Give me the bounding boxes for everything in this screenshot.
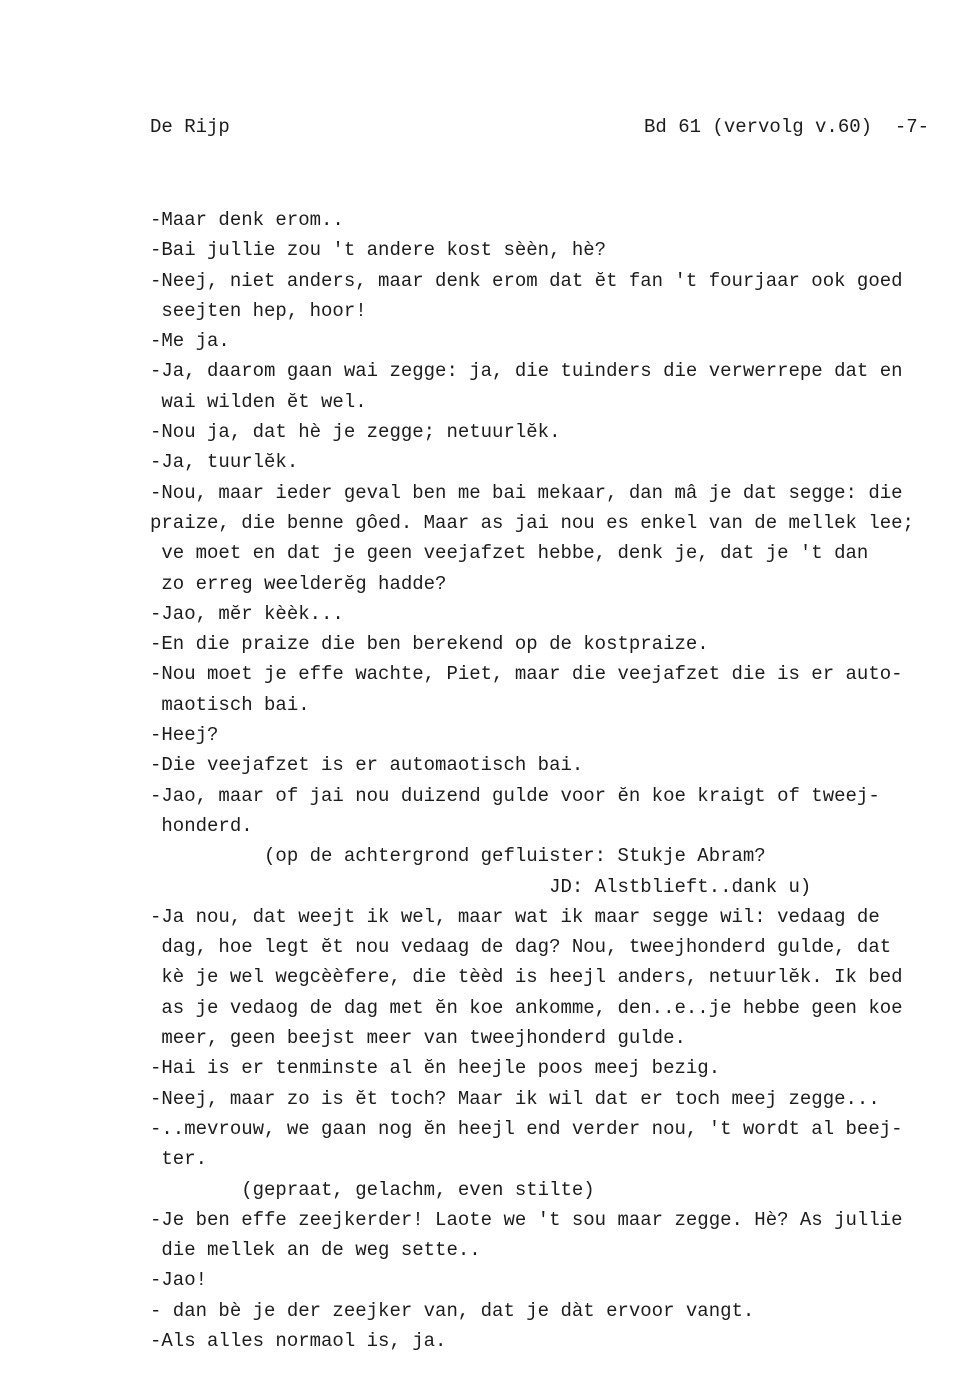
transcript-line: zo erreg weelderĕg hadde?: [150, 572, 447, 595]
transcript-line: -Nou, maar ieder geval ben me bai mekaar, dan mâ je dat segge: die: [150, 481, 903, 504]
transcript-body: [150, 205, 973, 1356]
transcript-line: as je vedaog de dag met ĕn koe ankomme, den..e..je hebbe geen koe: [150, 996, 903, 1019]
transcript-line: kè je wel wegcèèfere, die tèèd is heejl anders, netuurlĕk. Ik bed: [150, 966, 903, 989]
transcript-line: (op de achtergrond gefluister: Stukje Abram?: [150, 845, 766, 868]
transcript-line: -Heej?: [150, 724, 219, 747]
transcript-line: die mellek an de weg sette..: [150, 1239, 481, 1262]
transcript-line: ter.: [150, 1148, 208, 1171]
transcript-line: -Maar denk erom..: [150, 209, 344, 231]
transcript-line: -Je ben effe zeejkerder! Laote we 't sou maar zegge. Hè? As jullie: [150, 1208, 903, 1231]
transcript-line: - dan bè je der zeejker van, dat je dàt ervoor vangt.: [150, 1299, 755, 1322]
transcript-line: ve moet en dat je geen veejafzet hebbe, denk je, dat je 't dan: [150, 542, 869, 565]
transcript-line: praize, die benne gôed. Maar as jai nou es enkel van de mellek lee;: [150, 511, 914, 534]
transcript-line: -En die praize die ben berekend op de kostpraize.: [150, 633, 709, 656]
transcript-line: (gepraat, gelachm, even stilte): [150, 1178, 595, 1201]
transcript-line: -Neej, maar zo is ĕt toch? Maar ik wil dat er toch meej zegge...: [150, 1087, 880, 1110]
transcript-line: -Ja, tuurlĕk.: [150, 451, 299, 474]
transcript-line: -Hai is er tenminste al ĕn heejle poos meej bezig.: [150, 1057, 721, 1080]
transcript-line: -Ja, daarom gaan wai zegge: ja, die tuinders die verwerrepe dat en: [150, 360, 903, 383]
header-reference: Bd 61 (vervolg v.60) -7-: [644, 116, 930, 138]
transcript-line: dag, hoe legt ĕt nou vedaag de dag? Nou, tweejhonderd gulde, dat: [150, 936, 892, 959]
transcript-line: -Nou moet je effe wachte, Piet, maar die veejafzet die is er auto-: [150, 663, 903, 686]
transcript-line: seejten hep, hoor!: [150, 299, 367, 322]
transcript-line: honderd.: [150, 814, 253, 837]
transcript-line: -Die veejafzet is er automaotisch bai.: [150, 754, 584, 777]
transcript-line: -Nou ja, dat hè je zegge; netuurlĕk.: [150, 421, 561, 444]
transcript-line: maotisch bai.: [150, 693, 310, 716]
transcript-line: JD: Alstblieft..dank u): [150, 875, 812, 898]
transcript-line: meer, geen beejst meer van tweejhonderd gulde.: [150, 1027, 686, 1050]
transcript-line: wai wilden ĕt wel.: [150, 390, 367, 413]
transcript-line: -Ja nou, dat weejt ik wel, maar wat ik maar segge wil: vedaag de: [150, 905, 880, 928]
header-location: De Rijp: [150, 116, 230, 138]
transcript-line: -Jao, maar of jai nou duizend gulde voor ĕn koe kraigt of tweej-: [150, 784, 880, 807]
transcript-line: -..mevrouw, we gaan nog ĕn heejl end verder nou, 't wordt al beej-: [150, 1117, 903, 1140]
transcript-line: -Neej, niet anders, maar denk erom dat ĕt fan 't fourjaar ook goed: [150, 269, 903, 292]
transcript-line: -Bai jullie zou 't andere kost sèèn, hè?: [150, 239, 607, 262]
transcript-line: -Als alles normaol is, ja.: [150, 1329, 447, 1352]
transcript-line: -Jao!: [150, 1269, 208, 1292]
transcript-line: -Jao, mĕr kèèk...: [150, 602, 344, 625]
transcript-line: -Me ja.: [150, 330, 230, 353]
